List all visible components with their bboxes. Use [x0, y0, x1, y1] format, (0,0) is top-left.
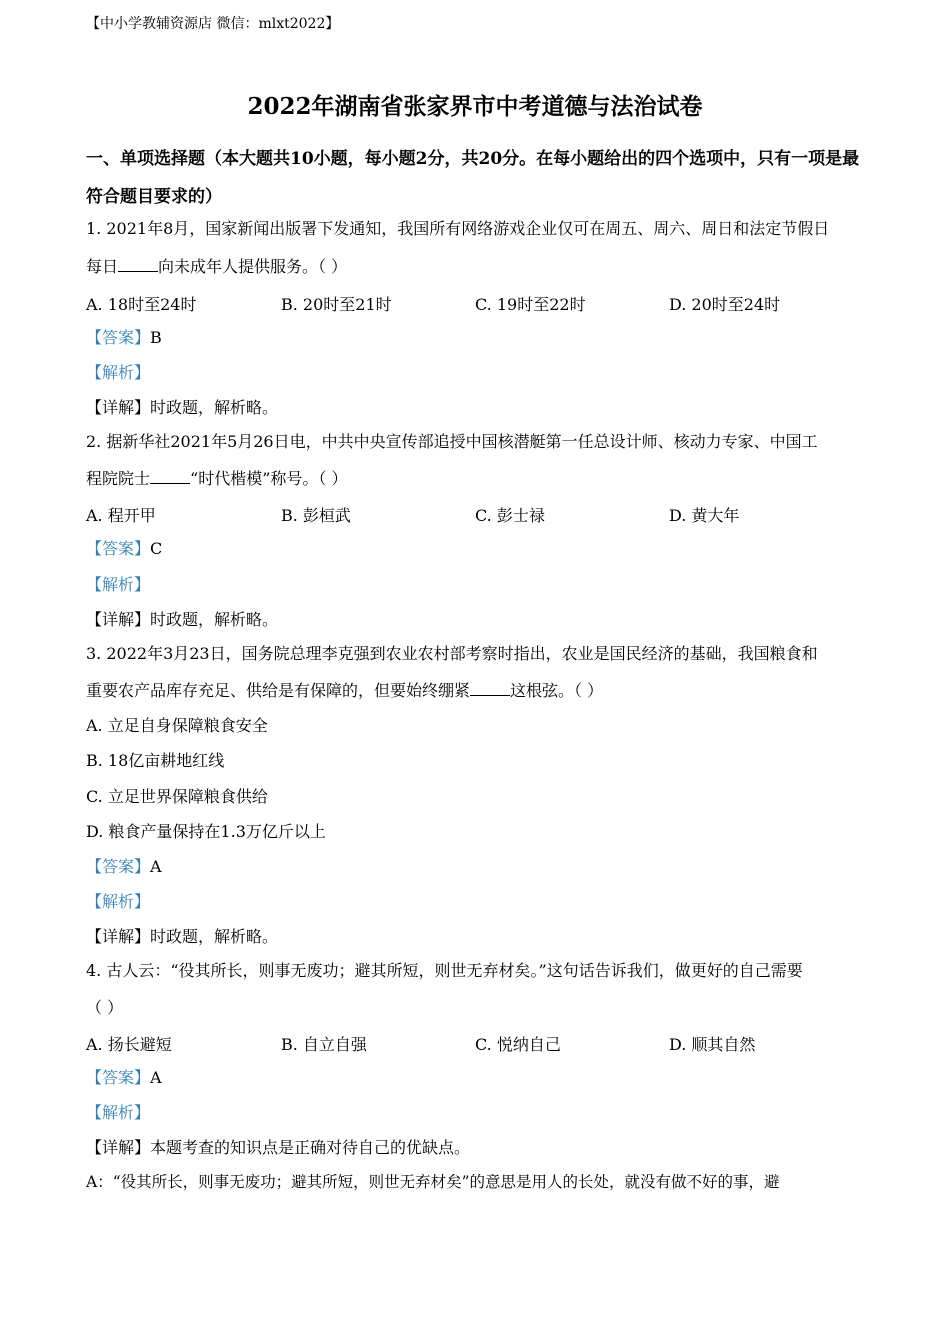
q4-answer: 【答案】A	[86, 1068, 162, 1087]
question-3-line-1: 3. 2022年3月23日，国务院总理李克强到农业农村部考察时指出，农业是国民经济的基础，我国粮食和	[86, 644, 818, 663]
question-3-line-2: 重要农产品库存充足、供给是有保障的，但要始终绷紧 这根弦。（ ）	[86, 681, 604, 700]
q1-option-b: B. 20时至21时	[281, 295, 392, 314]
q1-answer: 【答案】B	[86, 328, 162, 347]
q3-option-c: C. 立足世界保障粮食供给	[86, 787, 268, 806]
header-note: 【中小学教辅资源店 微信：mlxt2022】	[86, 16, 340, 32]
question-1-line-2: 每日 向未成年人提供服务。（ ）	[86, 257, 348, 276]
q2-detail: 【详解】时政题，解析略。	[86, 610, 279, 629]
question-2-line-1: 2. 据新华社2021年5月26日电，中共中央宣传部追授中国核潜艇第一任总设计师、核动力专家、中国工	[86, 432, 818, 451]
q3-option-a: A. 立足自身保障粮食安全	[86, 716, 268, 735]
q2-option-c: C. 彭士禄	[475, 506, 545, 525]
q2-answer: 【答案】C	[86, 539, 163, 558]
q4-option-a: A. 扬长避短	[86, 1035, 172, 1054]
q2-option-a: A. 程开甲	[86, 506, 156, 525]
answer-blank	[470, 681, 510, 696]
answer-blank	[118, 257, 158, 272]
q3-option-b: B. 18亿亩耕地红线	[86, 751, 225, 770]
page-title: 2022年湖南省张家界市中考道德与法治试卷	[247, 93, 703, 120]
q3-answer: 【答案】A	[86, 857, 162, 876]
q2-option-d: D. 黄大年	[669, 506, 740, 525]
q1-detail: 【详解】时政题，解析略。	[86, 398, 279, 417]
question-1-line-1: 1. 2021年8月，国家新闻出版署下发通知，我国所有网络游戏企业仅可在周五、周六、周日和法定节假日	[86, 219, 830, 238]
q3-analysis-label: 【解析】	[86, 892, 151, 911]
q1-option-c: C. 19时至22时	[475, 295, 586, 314]
q4-option-b: B. 自立自强	[281, 1035, 367, 1054]
question-2-line-2: 程院院士 “时代楷模”称号。（ ）	[86, 469, 348, 488]
q1-analysis-label: 【解析】	[86, 363, 151, 382]
q4-detail: 【详解】本题考查的知识点是正确对待自己的优缺点。	[86, 1138, 471, 1157]
q1-option-a: A. 18时至24时	[86, 295, 197, 314]
q3-detail: 【详解】时政题，解析略。	[86, 927, 279, 946]
q4-analysis-label: 【解析】	[86, 1103, 151, 1122]
section-heading: 一、单项选择题（本大题共10小题，每小题2分，共20分。在每小题给出的四个选项中，只有一项是最符合题目要求的）	[86, 149, 860, 207]
answer-blank	[150, 469, 190, 484]
q1-option-d: D. 20时至24时	[669, 295, 781, 314]
q2-option-b: B. 彭桓武	[281, 506, 351, 525]
q4-detail-continued: A：“役其所长，则事无废功；避其所短，则世无弃材矣”的意思是用人的长处，就没有做不好的事，避	[86, 1173, 780, 1191]
q3-option-d: D. 粮食产量保持在1.3万亿斤以上	[86, 822, 326, 841]
q2-analysis-label: 【解析】	[86, 575, 151, 594]
question-4-line-2: （ ）	[86, 998, 124, 1017]
question-4-line-1: 4. 古人云：“役其所长，则事无废功；避其所短，则世无弃材矣。”这句话告诉我们，做更好的自己需要	[86, 961, 803, 980]
q4-option-d: D. 顺其自然	[669, 1035, 756, 1054]
q4-option-c: C. 悦纳自己	[475, 1035, 561, 1054]
